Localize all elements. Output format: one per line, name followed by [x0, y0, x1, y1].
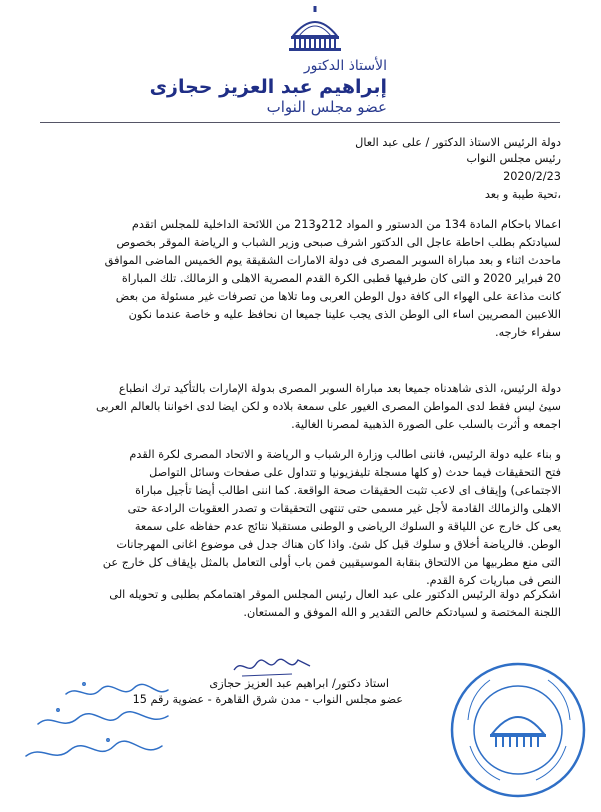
paragraph-1: [40, 216, 561, 342]
recipient-line-1: دولة الرئيس الاستاذ الدكتور / على عبد العال: [355, 136, 561, 149]
paragraph-line: لسيادتكم بطلب احاطة عاجل الى الدكتور اشرف صبحى وزير الشباب و الرياضة الموقر بخصوص: [116, 236, 561, 249]
greeting: تحية طيبة و بعد،: [484, 188, 561, 201]
paragraph-line: اعمالا باحكام المادة 134 من الدستور و المواد 212و213 من اللائحة الداخلية للمجلس اتقدم: [131, 218, 561, 231]
paragraph-line: ماحدث اثناء و بعد مباراة السوبر المصرى فى دولة الامارات الشقيقة يوم الخميس الماضى الموافق: [104, 254, 561, 267]
paragraph-line: اللاعبين المصريين اساء الى الوطن الذى يجب علينا جميعا ان نحافظ عليه و خاصة عندما نكون: [128, 308, 561, 321]
recipient-line-2: رئيس مجلس النواب: [466, 152, 561, 165]
handwritten-note: [18, 680, 178, 780]
letterhead-role: عضو مجلس النواب: [266, 98, 387, 116]
parliament-logo-icon: [285, 4, 345, 56]
paragraph-line: التى منع مطربيها من الالتحاق بنقابة الموسيقيين فمن باب أولى التعامل بالمثل بإيقاف كل خارج عن: [102, 556, 561, 569]
header-divider: [40, 122, 560, 123]
paragraph-2: [40, 380, 561, 434]
paragraph-line: دولة الرئيس، الذى شاهدناه جميعا بعد مباراة السوبر المصرى بدولة الإمارات بالتأكيد ترك انطباع: [118, 382, 561, 395]
paragraph-line: اجمعه و أثرت بالسلب على الصورة الذهبية لمصرنا الغالية.: [291, 418, 561, 431]
signature-member: عضو مجلس النواب - مدن شرق القاهرة - عضوية رقم 15: [132, 693, 403, 706]
paragraph-line: اللجنة المختصة و لسيادتكم خالص التقدير و الله الموفق و المستعان.: [243, 606, 561, 619]
paragraph-line: و بناء عليه دولة الرئيس، فاننى اطالب وزارة الرشباب و الرياضة و الاتحاد المصرى لكرة القدم: [129, 448, 561, 461]
paragraph-line: سفراء خارجه.: [495, 326, 561, 339]
paragraph-line: الاجتماعى) وإيقاف اى لاعب تثبت الحقيقات صحة الواقعة. كما اننى اطالب أيضا تأجيل مباراة: [135, 484, 561, 497]
paragraph-line: 20 فبراير 2020 و التى كان طرفيها قطبى الكرة القدم المصرية الاهلى و الزمالك. تلك المباراة: [121, 272, 561, 285]
paragraph-line: سيئ ليس فقط لدى المواطن المصرى الغيور على سمعة بلاده و لكن ايضا لدى اخواننا بالعالم العربى: [96, 400, 561, 413]
paragraph-3: [40, 446, 561, 590]
letterhead-name: إبراهيم عبد العزيز حجازى: [149, 76, 387, 98]
paragraph-line: فتح التحقيقات فيما حدث (و كلها مسجلة تليفزيونيا و تتداول على صفحات وسائل التواصل: [149, 466, 561, 479]
paragraph-4: [40, 586, 561, 622]
paragraph-line: يعى كل خارج عن اللياقة و السلوك الرياضى و الوطنى مستقبلا نتائج عدم حفاظه على سمعة: [134, 520, 561, 533]
official-stamp: [448, 660, 588, 800]
paragraph-line: النص فى مباريات كرة القدم.: [426, 574, 561, 587]
paragraph-line: اشكركم دولة الرئيس الدكتور على عبد العال رئيس المجلس الموقر اهتمامكم بطلبى و تحويله الى: [109, 588, 561, 601]
letterhead-title: الأستاذ الدكتور: [303, 58, 387, 74]
paragraph-line: كانت مذاعة على الهواء الى كافة دول الوطن العربى وما تلاها من تصرفات غير مسئولة من بعض: [115, 290, 561, 303]
letter-date: 2020/2/23: [503, 170, 561, 183]
paragraph-line: الوطن. فالرياضة أخلاق و سلوك قبل كل شئ. واذا كان هناك جدل فى موضوع اغانى المهرجانات: [116, 538, 561, 551]
signature-title: استاذ دكتور/ ابراهيم عبد العزيز حجازى: [209, 677, 389, 690]
paragraph-line: الاهلى والزمالك القادمة لأجل غير مسمى حتى تنتهى التحقيقات و تصدر العقوبات الرادعة حتى: [127, 502, 561, 515]
